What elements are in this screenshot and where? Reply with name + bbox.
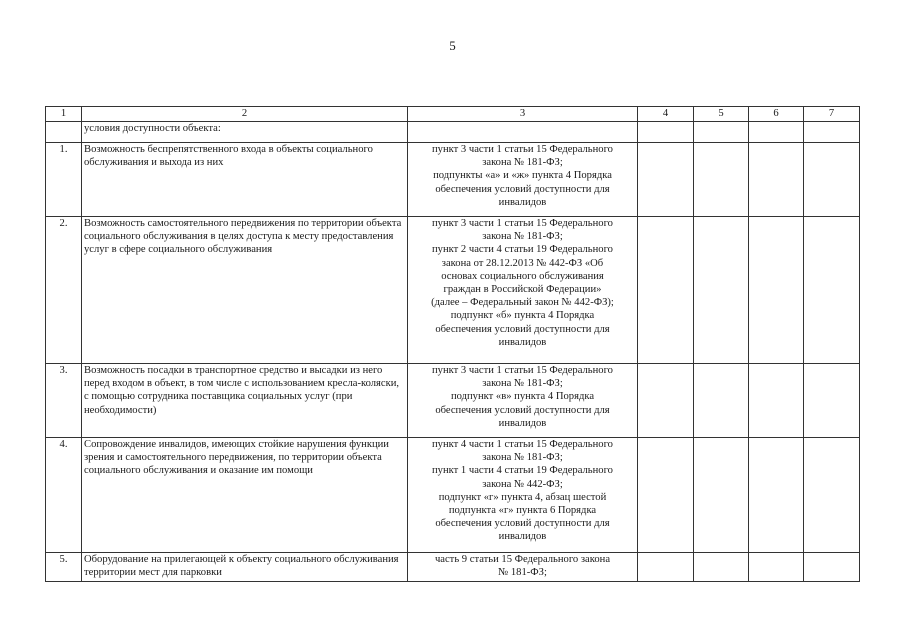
requirements-table bbox=[45, 106, 860, 582]
row-description: Оборудование на прилегающей к объекту социального обслуживания территории мест для парковки bbox=[82, 553, 408, 582]
empty-cell bbox=[749, 553, 804, 582]
column-header: 3 bbox=[408, 107, 638, 122]
legal-basis-line: обеспечения условий доступности для bbox=[435, 518, 610, 530]
table-row bbox=[46, 217, 860, 364]
legal-basis-line: инвалидов bbox=[498, 531, 547, 543]
empty-cell bbox=[638, 364, 694, 438]
legal-basis-line: основах социального обслуживания bbox=[441, 270, 604, 282]
legal-basis-line: обеспечения условий доступности для bbox=[435, 323, 610, 335]
legal-basis-line: инвалидов bbox=[498, 196, 547, 208]
legal-basis-line: инвалидов bbox=[498, 417, 547, 429]
row-legal-basis bbox=[408, 438, 638, 553]
empty-cell bbox=[804, 553, 860, 582]
legal-basis-line: пункт 1 части 4 статьи 19 Федерального bbox=[432, 465, 613, 477]
empty-cell bbox=[694, 217, 749, 364]
page-number: 5 bbox=[449, 38, 456, 53]
column-header: 2 bbox=[82, 107, 408, 122]
empty-cell bbox=[804, 217, 860, 364]
row-description: Возможность посадки в транспортное средство и высадки из него перед входом в объект, в том числе с использованием кресла-коляски, с помощью сотрудника поставщика социальных услуг (при необходимости) bbox=[82, 364, 408, 438]
legal-basis-line: закона № 442-ФЗ; bbox=[482, 478, 563, 490]
column-header: 6 bbox=[749, 107, 804, 122]
row-description: Сопровождение инвалидов, имеющих стойкие нарушения функции зрения и самостоятельного передвижения, по территории объекта социального обслуживания и оказание им помощи bbox=[82, 438, 408, 553]
empty-cell bbox=[408, 122, 638, 143]
empty-cell bbox=[638, 217, 694, 364]
legal-basis-line: подпункты «а» и «ж» пункта 4 Порядка bbox=[433, 170, 612, 182]
legal-basis-line: инвалидов bbox=[498, 336, 547, 348]
column-header: 1 bbox=[46, 107, 82, 122]
column-header: 4 bbox=[638, 107, 694, 122]
legal-basis-line: закона № 181-ФЗ; bbox=[482, 231, 563, 243]
table-header-row bbox=[46, 107, 860, 122]
table-row bbox=[46, 553, 860, 582]
empty-cell bbox=[694, 553, 749, 582]
legal-basis-line: закона № 181-ФЗ; bbox=[482, 157, 563, 169]
legal-basis-line: подпункт «г» пункта 4, абзац шестой bbox=[438, 491, 607, 503]
legal-basis-line: пункт 3 части 1 статьи 15 Федерального bbox=[432, 144, 613, 155]
empty-cell bbox=[749, 143, 804, 217]
row-number: 2. bbox=[46, 217, 82, 364]
column-header: 7 bbox=[804, 107, 860, 122]
legal-basis-line: закона от 28.12.2013 № 442-ФЗ «Об bbox=[441, 257, 604, 269]
legal-basis-line: пункт 3 части 1 статьи 15 Федерального bbox=[432, 365, 613, 376]
section-row bbox=[46, 122, 860, 143]
legal-basis-line: подпункта «г» пункта 6 Порядка bbox=[448, 505, 597, 517]
row-legal-basis bbox=[408, 364, 638, 438]
row-number: 1. bbox=[46, 143, 82, 217]
empty-cell bbox=[804, 438, 860, 553]
legal-basis-line: подпункт «в» пункта 4 Порядка bbox=[450, 391, 595, 403]
legal-basis-line: пункт 4 части 1 статьи 15 Федерального bbox=[432, 439, 613, 450]
empty-cell bbox=[749, 438, 804, 553]
legal-basis-line: (далее – Федеральный закон № 442-ФЗ); bbox=[431, 297, 614, 309]
empty-cell bbox=[749, 217, 804, 364]
row-legal-basis bbox=[408, 553, 638, 582]
empty-cell bbox=[694, 122, 749, 143]
legal-basis-line: закона № 181-ФЗ; bbox=[482, 378, 563, 390]
row-number: 5. bbox=[46, 553, 82, 582]
empty-cell bbox=[638, 438, 694, 553]
table-row bbox=[46, 364, 860, 438]
empty-cell bbox=[638, 122, 694, 143]
row-number: 3. bbox=[46, 364, 82, 438]
row-legal-basis bbox=[408, 143, 638, 217]
empty-cell bbox=[749, 122, 804, 143]
legal-basis-line: обеспечения условий доступности для bbox=[435, 183, 610, 195]
row-number: 4. bbox=[46, 438, 82, 553]
row-legal-basis bbox=[408, 217, 638, 364]
empty-cell bbox=[804, 122, 860, 143]
empty-cell bbox=[694, 143, 749, 217]
row-description: Возможность самостоятельного передвижения по территории объекта социального обслуживания в целях доступа к месту предоставления услуг в сфере социального обслуживания bbox=[82, 217, 408, 364]
empty-cell bbox=[638, 553, 694, 582]
empty-cell bbox=[694, 438, 749, 553]
table-row bbox=[46, 143, 860, 217]
empty-cell bbox=[694, 364, 749, 438]
legal-basis-line: № 181-ФЗ; bbox=[498, 567, 547, 579]
empty-cell bbox=[638, 143, 694, 217]
legal-basis-line: пункт 3 части 1 статьи 15 Федерального bbox=[432, 218, 613, 229]
empty-cell bbox=[749, 364, 804, 438]
table-row bbox=[46, 438, 860, 553]
legal-basis-line: пункт 2 части 4 статьи 19 Федерального bbox=[432, 244, 613, 256]
column-header: 5 bbox=[694, 107, 749, 122]
section-title: условия доступности объекта: bbox=[82, 122, 408, 143]
legal-basis-line: часть 9 статьи 15 Федерального закона bbox=[434, 554, 611, 565]
legal-basis-line: граждан в Российской Федерации» bbox=[443, 284, 602, 296]
legal-basis-line: подпункт «б» пункта 4 Порядка bbox=[450, 310, 595, 322]
empty-cell bbox=[46, 122, 82, 143]
legal-basis-line: закона № 181-ФЗ; bbox=[482, 452, 563, 464]
empty-cell bbox=[804, 143, 860, 217]
row-description: Возможность беспрепятственного входа в объекты социального обслуживания и выхода из них bbox=[82, 143, 408, 217]
empty-cell bbox=[804, 364, 860, 438]
legal-basis-line: обеспечения условий доступности для bbox=[435, 404, 610, 416]
